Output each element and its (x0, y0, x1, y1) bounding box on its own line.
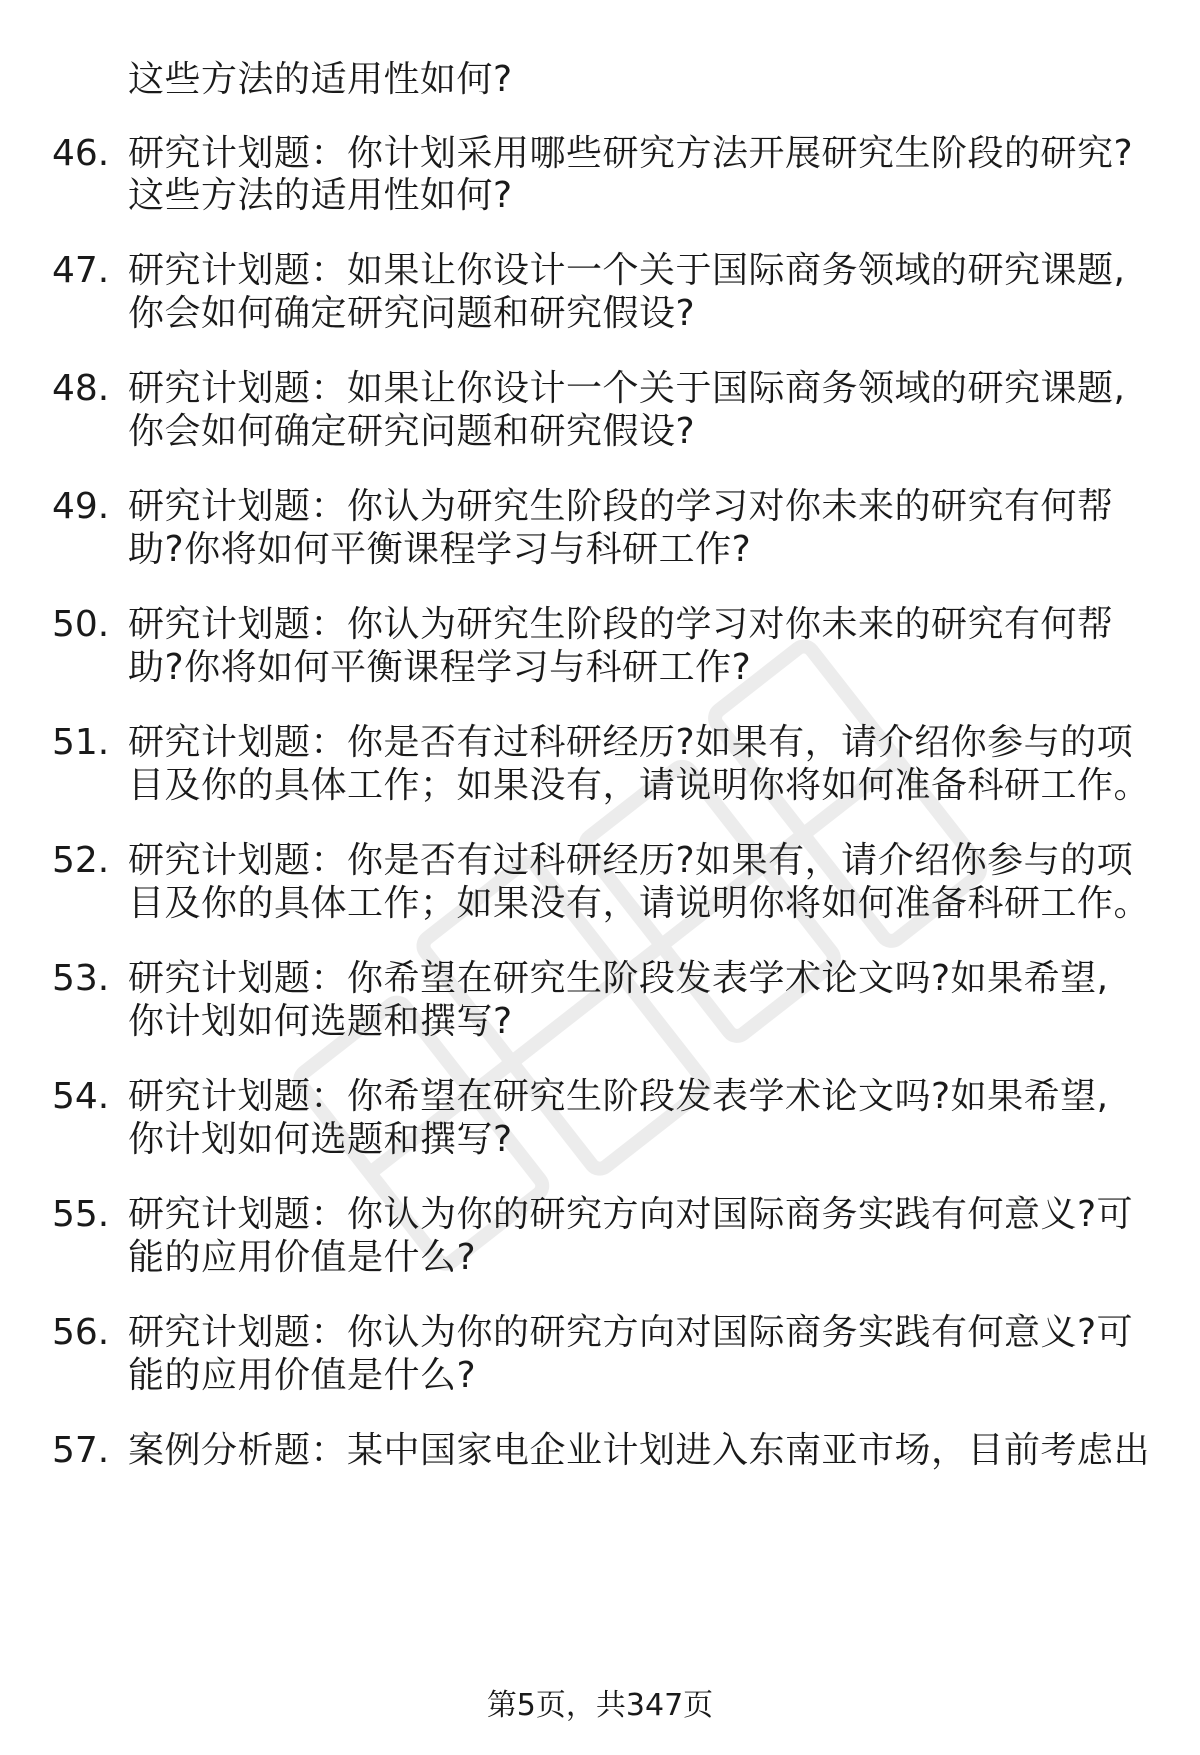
item-number: 49. (52, 486, 110, 527)
item-line: 目及你的具体工作；如果没有，请说明你将如何准备科研工作。 (128, 765, 1151, 806)
page-footer: 第5页，共347页 (486, 1688, 714, 1723)
item-line: 案例分析题：某中国家电企业计划进入东南亚市场，目前考虑出 (128, 1430, 1151, 1471)
item-line: 你会如何确定研究问题和研究假设? (128, 411, 696, 452)
item-line: 研究计划题：你希望在研究生阶段发表学术论文吗?如果希望, (128, 1076, 1109, 1117)
item-line: 研究计划题：你认为你的研究方向对国际商务实践有何意义?可 (128, 1312, 1134, 1353)
item-line: 目及你的具体工作；如果没有，请说明你将如何准备科研工作。 (128, 883, 1151, 924)
item-line: 研究计划题：你认为研究生阶段的学习对你未来的研究有何帮 (128, 604, 1114, 645)
item-number: 50. (52, 604, 110, 645)
item-line: 能的应用价值是什么? (128, 1355, 477, 1396)
item-number: 47. (52, 250, 110, 291)
item-line: 你计划如何选题和撰写? (128, 1001, 513, 1042)
item-number: 52. (52, 840, 110, 881)
item-number: 53. (52, 958, 110, 999)
item-line: 研究计划题：如果让你设计一个关于国际商务领域的研究课题, (128, 368, 1126, 409)
item-line: 研究计划题：你认为研究生阶段的学习对你未来的研究有何帮 (128, 486, 1114, 527)
item-line: 研究计划题：如果让你设计一个关于国际商务领域的研究课题, (128, 250, 1126, 291)
item-line: 助?你将如何平衡课程学习与科研工作? (128, 647, 752, 688)
item-line: 研究计划题：你认为你的研究方向对国际商务实践有何意义?可 (128, 1194, 1134, 1235)
item-number: 48. (52, 368, 110, 409)
item-line: 研究计划题：你是否有过科研经历?如果有，请介绍你参与的项 (128, 840, 1134, 881)
item-number: 56. (52, 1312, 110, 1353)
continued-line: 这些方法的适用性如何? (128, 59, 513, 100)
item-line: 这些方法的适用性如何? (128, 175, 513, 216)
item-number: 54. (52, 1076, 110, 1117)
item-line: 能的应用价值是什么? (128, 1237, 477, 1278)
item-line: 助?你将如何平衡课程学习与科研工作? (128, 529, 752, 570)
item-number: 55. (52, 1194, 110, 1235)
item-number: 46. (52, 133, 110, 174)
item-line: 研究计划题：你计划采用哪些研究方法开展研究生阶段的研究? (128, 133, 1134, 174)
item-line: 你会如何确定研究问题和研究假设? (128, 293, 696, 334)
item-number: 57. (52, 1430, 110, 1471)
item-line: 研究计划题：你希望在研究生阶段发表学术论文吗?如果希望, (128, 958, 1109, 999)
item-number: 51. (52, 722, 110, 763)
item-line: 研究计划题：你是否有过科研经历?如果有，请介绍你参与的项 (128, 722, 1134, 763)
item-line: 你计划如何选题和撰写? (128, 1119, 513, 1160)
